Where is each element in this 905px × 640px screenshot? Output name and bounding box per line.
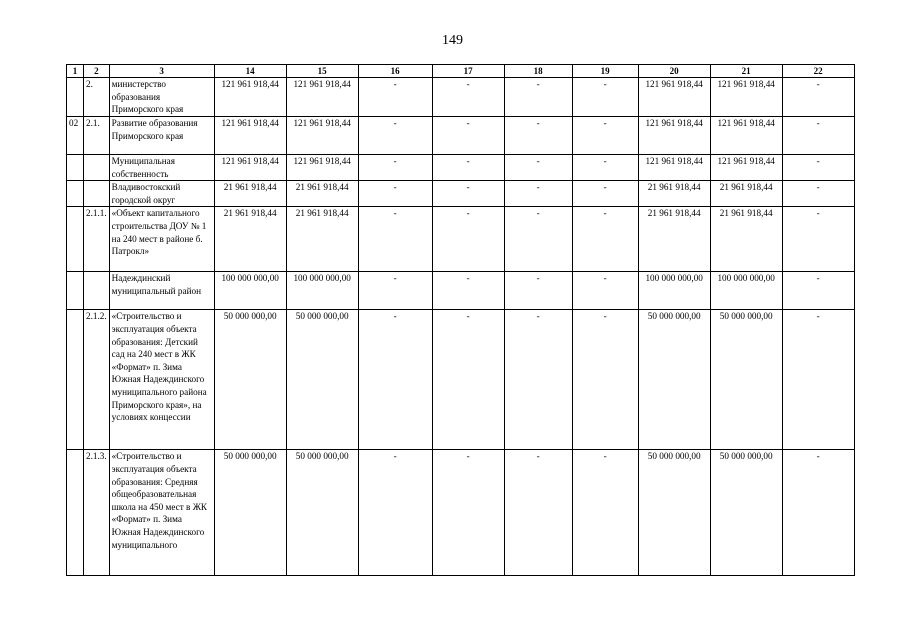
column-header-21: 21 — [710, 65, 782, 78]
value-col-22: - — [782, 78, 854, 117]
row-number-cell — [84, 155, 110, 181]
row-number-cell: 2.1. — [84, 117, 110, 155]
column-header-14: 14 — [214, 65, 286, 78]
column-header-17: 17 — [432, 65, 504, 78]
value-col-22: - — [782, 181, 854, 207]
value-col-15: 50 000 000,00 — [286, 310, 358, 450]
value-col-21: 21 961 918,44 — [710, 181, 782, 207]
row-number-cell: 2.1.2. — [84, 310, 110, 450]
row-name-cell: министерство образования Приморского края — [109, 78, 214, 117]
value-col-22: - — [782, 155, 854, 181]
value-col-22: - — [782, 310, 854, 450]
column-header-3: 3 — [109, 65, 214, 78]
value-col-18: - — [504, 207, 572, 272]
row-code-cell — [67, 272, 84, 310]
value-col-16: - — [358, 272, 432, 310]
value-col-14: 121 961 918,44 — [214, 78, 286, 117]
value-col-21: 50 000 000,00 — [710, 310, 782, 450]
value-col-21: 50 000 000,00 — [710, 450, 782, 576]
value-col-18: - — [504, 272, 572, 310]
value-col-17: - — [432, 181, 504, 207]
row-code-cell — [67, 181, 84, 207]
table-row — [67, 450, 855, 576]
row-number-cell: 2. — [84, 78, 110, 117]
row-code-cell — [67, 207, 84, 272]
value-col-18: - — [504, 450, 572, 576]
value-col-22: - — [782, 117, 854, 155]
column-header-20: 20 — [638, 65, 710, 78]
value-col-15: 121 961 918,44 — [286, 117, 358, 155]
row-name-cell: Владивостокский городской округ — [109, 181, 214, 207]
value-col-18: - — [504, 181, 572, 207]
table-row — [67, 155, 855, 181]
value-col-19: - — [572, 450, 638, 576]
value-col-16: - — [358, 450, 432, 576]
row-code-cell — [67, 78, 84, 117]
value-col-18: - — [504, 78, 572, 117]
value-col-16: - — [358, 310, 432, 450]
row-number-cell: 2.1.3. — [84, 450, 110, 576]
row-name-cell: Надеждинский муниципальный район — [109, 272, 214, 310]
column-header-18: 18 — [504, 65, 572, 78]
value-col-18: - — [504, 310, 572, 450]
value-col-21: 121 961 918,44 — [710, 78, 782, 117]
value-col-14: 50 000 000,00 — [214, 310, 286, 450]
value-col-14: 121 961 918,44 — [214, 117, 286, 155]
value-col-19: - — [572, 181, 638, 207]
value-col-19: - — [572, 272, 638, 310]
value-col-17: - — [432, 272, 504, 310]
page-number: 149 — [442, 33, 463, 48]
row-name-cell: «Объект капитального строительства ДОУ № 1 на 240 мест в районе б. Патрокл» — [109, 207, 214, 272]
value-col-16: - — [358, 117, 432, 155]
table-row — [67, 272, 855, 310]
value-col-21: 121 961 918,44 — [710, 155, 782, 181]
value-col-17: - — [432, 450, 504, 576]
value-col-20: 100 000 000,00 — [638, 272, 710, 310]
row-code-cell — [67, 155, 84, 181]
value-col-19: - — [572, 207, 638, 272]
value-col-17: - — [432, 207, 504, 272]
row-code-cell — [67, 450, 84, 576]
table-row — [67, 181, 855, 207]
value-col-14: 121 961 918,44 — [214, 155, 286, 181]
value-col-16: - — [358, 155, 432, 181]
row-code-cell — [67, 310, 84, 450]
value-col-19: - — [572, 78, 638, 117]
value-col-17: - — [432, 78, 504, 117]
value-col-14: 21 961 918,44 — [214, 207, 286, 272]
row-number-cell — [84, 272, 110, 310]
row-name-cell: Муниципальная собственность — [109, 155, 214, 181]
header-row — [67, 65, 855, 78]
row-number-cell: 2.1.1. — [84, 207, 110, 272]
value-col-22: - — [782, 272, 854, 310]
value-col-18: - — [504, 155, 572, 181]
value-col-19: - — [572, 310, 638, 450]
value-col-21: 21 961 918,44 — [710, 207, 782, 272]
value-col-22: - — [782, 450, 854, 576]
value-col-14: 100 000 000,00 — [214, 272, 286, 310]
table-row — [67, 78, 855, 117]
value-col-15: 50 000 000,00 — [286, 450, 358, 576]
row-code-cell: 02 — [67, 117, 84, 155]
column-header-15: 15 — [286, 65, 358, 78]
value-col-17: - — [432, 310, 504, 450]
table-row — [67, 207, 855, 272]
value-col-19: - — [572, 155, 638, 181]
column-header-1: 1 — [67, 65, 84, 78]
value-col-20: 121 961 918,44 — [638, 78, 710, 117]
value-col-16: - — [358, 207, 432, 272]
value-col-14: 21 961 918,44 — [214, 181, 286, 207]
value-col-15: 21 961 918,44 — [286, 181, 358, 207]
budget-table — [66, 64, 855, 576]
value-col-15: 100 000 000,00 — [286, 272, 358, 310]
row-number-cell — [84, 181, 110, 207]
value-col-20: 21 961 918,44 — [638, 207, 710, 272]
value-col-20: 121 961 918,44 — [638, 117, 710, 155]
value-col-17: - — [432, 155, 504, 181]
row-name-cell: Развитие образования Приморского края — [109, 117, 214, 155]
value-col-18: - — [504, 117, 572, 155]
row-name-cell: «Строительство и эксплуатация объекта образования: Средняя общеобразовательная школа на 450 мест в ЖК «Формат» п. Зима Южная Надеждинского муниципального — [109, 450, 214, 576]
value-col-16: - — [358, 181, 432, 207]
value-col-20: 21 961 918,44 — [638, 181, 710, 207]
value-col-20: 50 000 000,00 — [638, 450, 710, 576]
value-col-14: 50 000 000,00 — [214, 450, 286, 576]
table-row — [67, 310, 855, 450]
value-col-21: 121 961 918,44 — [710, 117, 782, 155]
value-col-15: 21 961 918,44 — [286, 207, 358, 272]
value-col-15: 121 961 918,44 — [286, 78, 358, 117]
value-col-22: - — [782, 207, 854, 272]
value-col-19: - — [572, 117, 638, 155]
value-col-20: 50 000 000,00 — [638, 310, 710, 450]
column-header-2: 2 — [84, 65, 110, 78]
table-row — [67, 117, 855, 155]
value-col-21: 100 000 000,00 — [710, 272, 782, 310]
column-header-16: 16 — [358, 65, 432, 78]
value-col-17: - — [432, 117, 504, 155]
column-header-22: 22 — [782, 65, 854, 78]
row-name-cell: «Строительство и эксплуатация объекта образования: Детский сад на 240 мест в ЖК «Формат» п. Зима Южная Надеждинского муниципального района Приморского края», на условиях концессии — [109, 310, 214, 450]
column-header-19: 19 — [572, 65, 638, 78]
value-col-20: 121 961 918,44 — [638, 155, 710, 181]
value-col-15: 121 961 918,44 — [286, 155, 358, 181]
value-col-16: - — [358, 78, 432, 117]
